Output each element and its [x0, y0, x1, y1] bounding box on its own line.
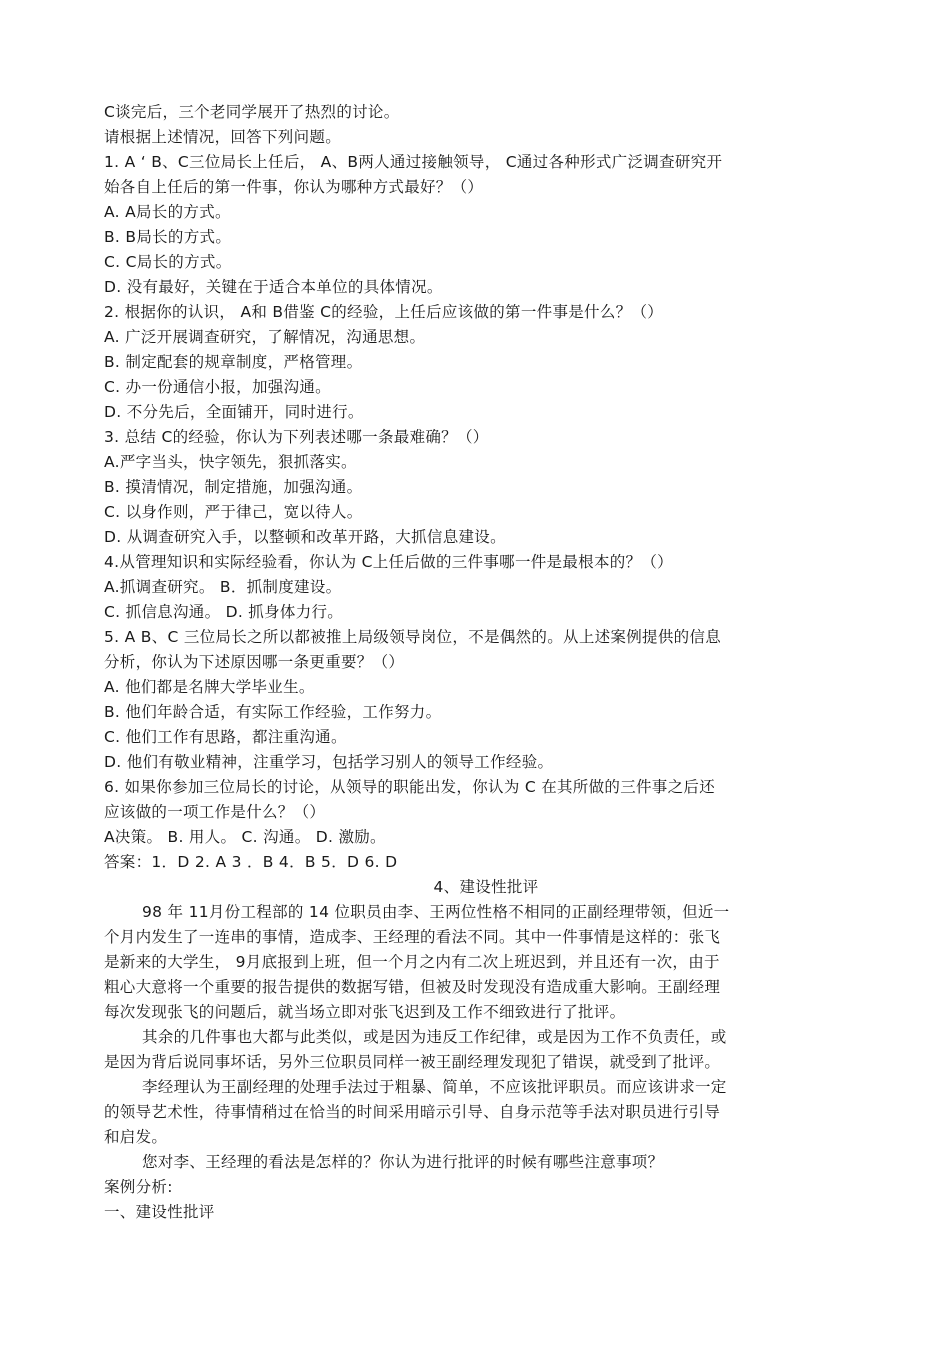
question-2-option-a: A. 广泛开展调查研究，了解情况，沟通思想。 — [104, 328, 426, 346]
question-4-options-ab: A.抓调查研究。 B．抓制度建设。 — [104, 578, 342, 596]
case-paragraph-2-line: 其余的几件事也大都与此类似，或是因为违反工作纪律，或是因为工作不负责任，或 — [142, 1028, 727, 1046]
case-paragraph-3-line: 李经理认为王副经理的处理手法过于粗暴、简单，不应该批评职员。而应该讲求一定 — [142, 1078, 727, 1096]
question-4-options-cd: C. 抓信息沟通。 D. 抓身体力行。 — [104, 603, 344, 621]
question-5-text-cont: 分析，你认为下述原因哪一条更重要？（） — [104, 653, 405, 671]
section-title: 4、建设性批评 — [433, 878, 539, 896]
question-2-text: 2. 根据你的认识， A和 B借鉴 C的经验，上任后应该做的第一件事是什么？（） — [104, 303, 664, 321]
analysis-heading: 案例分析: — [104, 1178, 173, 1196]
question-3-option-b: B. 摸清情况，制定措施，加强沟通。 — [104, 478, 363, 496]
question-3-text: 3. 总结 C的经验，你认为下列表述哪一条最难确？（） — [104, 428, 489, 446]
intro-line: C谈完后，三个老同学展开了热烈的讨论。 — [104, 103, 400, 121]
question-2-option-b: B. 制定配套的规章制度，严格管理。 — [104, 353, 363, 371]
case-paragraph-1-line: 粗心大意将一个重要的报告提供的数据写错，但被及时发现没有造成重大影响。王副经理 — [104, 978, 721, 996]
question-1-text-cont: 始各自上任后的第一件事，你认为哪种方式最好？（） — [104, 178, 484, 196]
case-paragraph-3-line: 的领导艺术性，待事情稍过在恰当的时间采用暗示引导、自身示范等手法对职员进行引导 — [104, 1103, 721, 1121]
case-paragraph-1-line: 个月内发生了一连串的事情，造成李、王经理的看法不同。其中一件事情是这样的：张飞 — [104, 928, 721, 946]
question-1-option-c: C. C局长的方式。 — [104, 253, 232, 271]
question-6-options: A决策。 B. 用人。 C. 沟通。 D. 激励。 — [104, 828, 386, 846]
question-1-option-b: B. B局长的方式。 — [104, 228, 232, 246]
question-5-option-a: A. 他们都是名牌大学毕业生。 — [104, 678, 315, 696]
question-4-text: 4.从管理知识和实际经验看，你认为 C上任后做的三件事哪一件是最根本的？（） — [104, 553, 673, 571]
question-3-option-d: D. 从调查研究入手，以整顿和改革开路，大抓信息建设。 — [104, 528, 506, 546]
instruction-line: 请根据上述情况，回答下列问题。 — [104, 128, 342, 146]
case-paragraph-3-line: 和启发。 — [104, 1128, 168, 1146]
case-paragraph-1-line: 每次发现张飞的问题后，就当场立即对张飞迟到及工作不细致进行了批评。 — [104, 1003, 626, 1021]
case-paragraph-1-line: 是新来的大学生， 9月底报到上班，但一个月之内有二次上班迟到，并且还有一次，由于 — [104, 953, 720, 971]
question-5-option-b: B. 他们年龄合适，有实际工作经验，工作努力。 — [104, 703, 442, 721]
question-6-text: 6. 如果你参加三位局长的讨论，从领导的职能出发，你认为 C 在其所做的三件事之后还 — [104, 778, 715, 796]
document-body — [104, 100, 844, 1225]
question-5-option-d: D. 他们有敬业精神，注重学习，包括学习别人的领导工作经验。 — [104, 753, 554, 771]
question-5-text: 5. A B、C 三位局长之所以都被推上局级领导岗位，不是偶然的。从上述案例提供的信息 — [104, 628, 722, 646]
question-2-option-d: D. 不分先后，全面铺开，同时进行。 — [104, 403, 364, 421]
question-3-option-c: C. 以身作则，严于律己，宽以待人。 — [104, 503, 363, 521]
subheading: 一、建设性批评 — [104, 1203, 215, 1221]
case-question-line: 您对李、王经理的看法是怎样的？你认为进行批评的时候有哪些注意事项？ — [142, 1153, 664, 1171]
answer-key: 答案：1．D 2. A 3 ．B 4．B 5．D 6. D — [104, 853, 398, 871]
question-6-text-cont: 应该做的一项工作是什么？（） — [104, 803, 326, 821]
question-5-option-c: C. 他们工作有思路，都注重沟通。 — [104, 728, 347, 746]
question-1-text: 1. A ‘ B、C三位局长上任后， A、B两人通过接触领导， C通过各种形式广泛调查研究开 — [104, 153, 723, 171]
case-paragraph-2-line: 是因为背后说同事坏话，另外三位职员同样一被王副经理发现犯了错误，就受到了批评。 — [104, 1053, 721, 1071]
case-paragraph-1-line: 98 年 11月份工程部的 14 位职员由李、王两位性格不相同的正副经理带领，但近一 — [142, 903, 730, 921]
question-3-option-a: A.严字当头，快字领先，狠抓落实。 — [104, 453, 357, 471]
question-1-option-a: A. A局长的方式。 — [104, 203, 231, 221]
question-2-option-c: C. 办一份通信小报，加强沟通。 — [104, 378, 331, 396]
question-1-option-d: D. 没有最好，关键在于适合本单位的具体情况。 — [104, 278, 443, 296]
